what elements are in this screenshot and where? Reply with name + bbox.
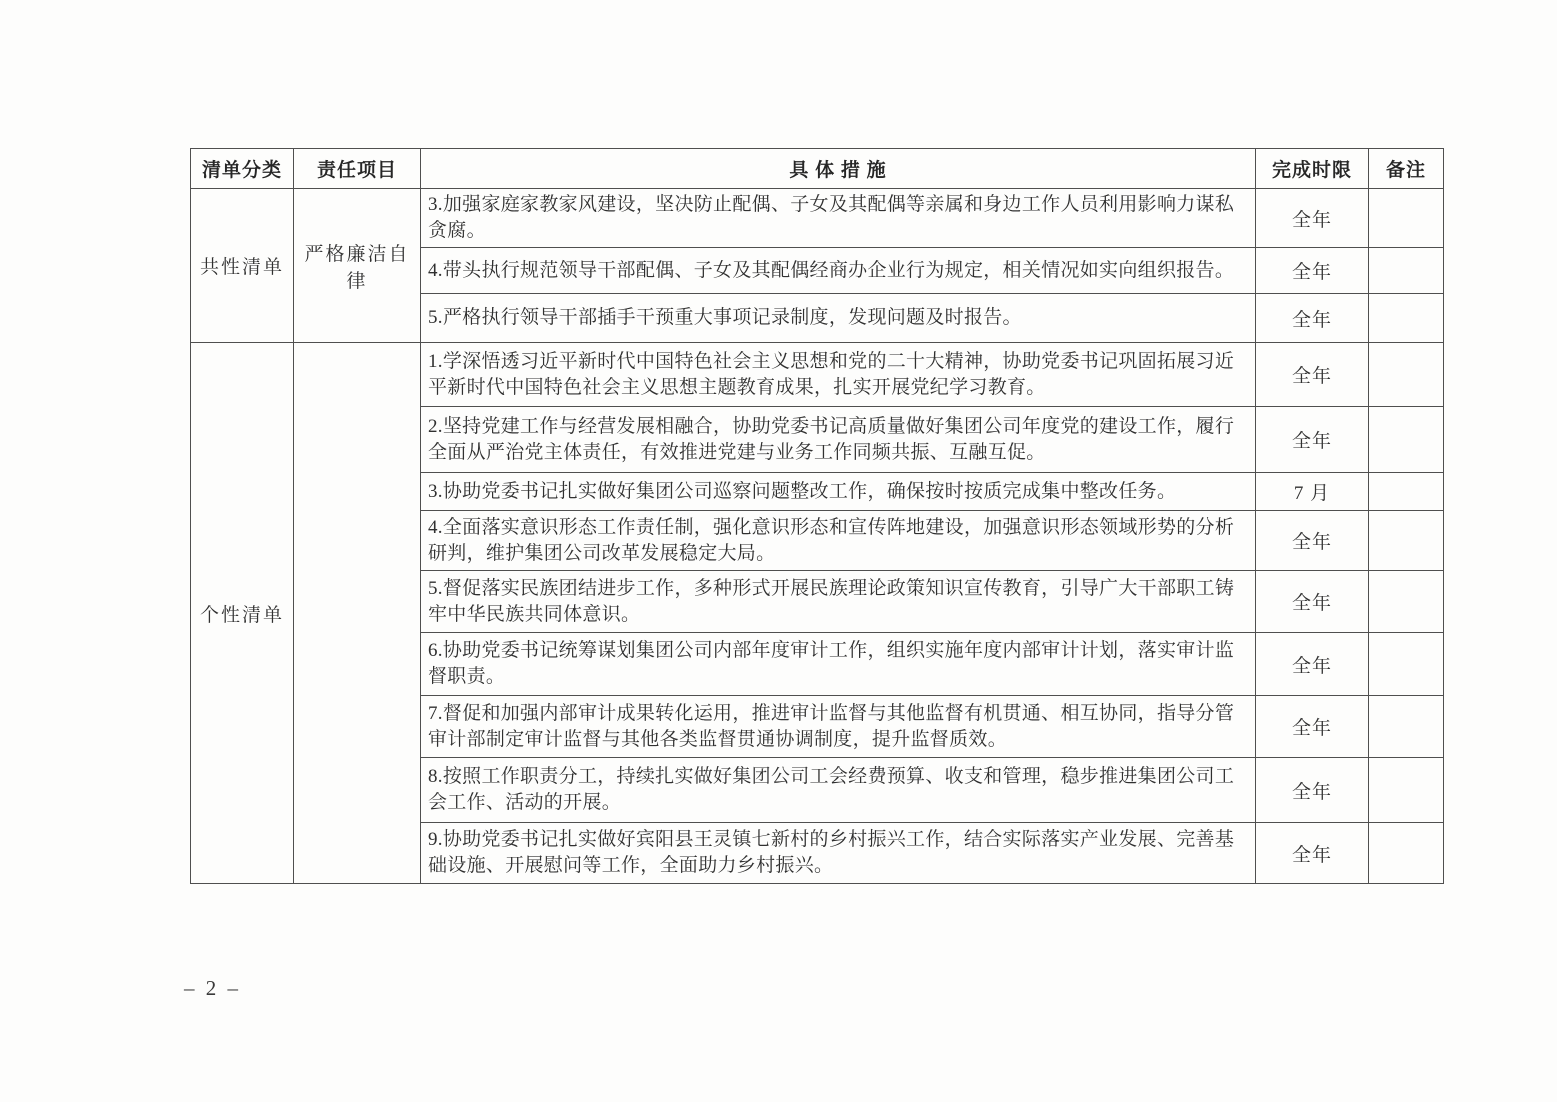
header-remark: 备注 [1369, 149, 1444, 189]
table-row [191, 189, 1444, 248]
table-row [191, 343, 1444, 407]
remark-cell [1369, 343, 1444, 407]
remark-cell [1369, 696, 1444, 758]
project-cell-empty [294, 343, 421, 884]
remark-cell [1369, 473, 1444, 511]
header-measures: 具 体 措 施 [421, 149, 1256, 189]
measure-cell: 3.加强家庭家教家风建设，坚决防止配偶、子女及其配偶等亲属和身边工作人员利用影响力谋私贪腐。 [421, 189, 1256, 248]
measure-cell: 9.协助党委书记扎实做好宾阳县王灵镇七新村的乡村振兴工作，结合实际落实产业发展、完善基础设施、开展慰问等工作，全面助力乡村振兴。 [421, 823, 1256, 884]
remark-cell [1369, 294, 1444, 343]
remark-cell [1369, 248, 1444, 294]
measure-cell: 8.按照工作职责分工，持续扎实做好集团公司工会经费预算、收支和管理，稳步推进集团公司工会工作、活动的开展。 [421, 758, 1256, 823]
category-cell-common: 共性清单 [191, 189, 294, 343]
deadline-cell: 全年 [1256, 511, 1369, 571]
table-header-row [191, 149, 1444, 189]
deadline-cell: 全年 [1256, 248, 1369, 294]
deadline-cell: 全年 [1256, 696, 1369, 758]
measure-cell: 1.学深悟透习近平新时代中国特色社会主义思想和党的二十大精神，协助党委书记巩固拓展习近平新时代中国特色社会主义思想主题教育成果，扎实开展党纪学习教育。 [421, 343, 1256, 407]
deadline-cell: 全年 [1256, 189, 1369, 248]
deadline-cell: 全年 [1256, 633, 1369, 696]
category-cell-individual: 个性清单 [191, 343, 294, 884]
measure-cell: 2.坚持党建工作与经营发展相融合，协助党委书记高质量做好集团公司年度党的建设工作，履行全面从严治党主体责任，有效推进党建与业务工作同频共振、互融互促。 [421, 407, 1256, 473]
measure-cell: 3.协助党委书记扎实做好集团公司巡察问题整改工作，确保按时按质完成集中整改任务。 [421, 473, 1256, 511]
deadline-cell: 全年 [1256, 343, 1369, 407]
deadline-cell: 全年 [1256, 294, 1369, 343]
project-cell-integrity: 严格廉洁自律 [294, 189, 421, 343]
page-number: – 2 – [184, 976, 241, 1000]
measure-cell: 4.全面落实意识形态工作责任制，强化意识形态和宣传阵地建设，加强意识形态领域形势的分析研判，维护集团公司改革发展稳定大局。 [421, 511, 1256, 571]
deadline-cell: 全年 [1256, 758, 1369, 823]
measure-cell: 7.督促和加强内部审计成果转化运用，推进审计监督与其他监督有机贯通、相互协同，指导分管审计部制定审计监督与其他各类监督贯通协调制度，提升监督质效。 [421, 696, 1256, 758]
remark-cell [1369, 758, 1444, 823]
remark-cell [1369, 407, 1444, 473]
remark-cell [1369, 633, 1444, 696]
remark-cell [1369, 571, 1444, 633]
measure-cell: 4.带头执行规范领导干部配偶、子女及其配偶经商办企业行为规定，相关情况如实向组织报告。 [421, 248, 1256, 294]
remark-cell [1369, 189, 1444, 248]
header-project: 责任项目 [294, 149, 421, 189]
remark-cell [1369, 823, 1444, 884]
deadline-cell: 7 月 [1256, 473, 1369, 511]
measure-cell: 6.协助党委书记统筹谋划集团公司内部年度审计工作，组织实施年度内部审计计划，落实审计监督职责。 [421, 633, 1256, 696]
remark-cell [1369, 511, 1444, 571]
deadline-cell: 全年 [1256, 571, 1369, 633]
header-deadline: 完成时限 [1256, 149, 1369, 189]
header-category: 清单分类 [191, 149, 294, 189]
responsibility-list-table [190, 148, 1444, 884]
measure-cell: 5.督促落实民族团结进步工作，多种形式开展民族理论政策知识宣传教育，引导广大干部职工铸牢中华民族共同体意识。 [421, 571, 1256, 633]
deadline-cell: 全年 [1256, 407, 1369, 473]
deadline-cell: 全年 [1256, 823, 1369, 884]
measure-cell: 5.严格执行领导干部插手干预重大事项记录制度，发现问题及时报告。 [421, 294, 1256, 343]
